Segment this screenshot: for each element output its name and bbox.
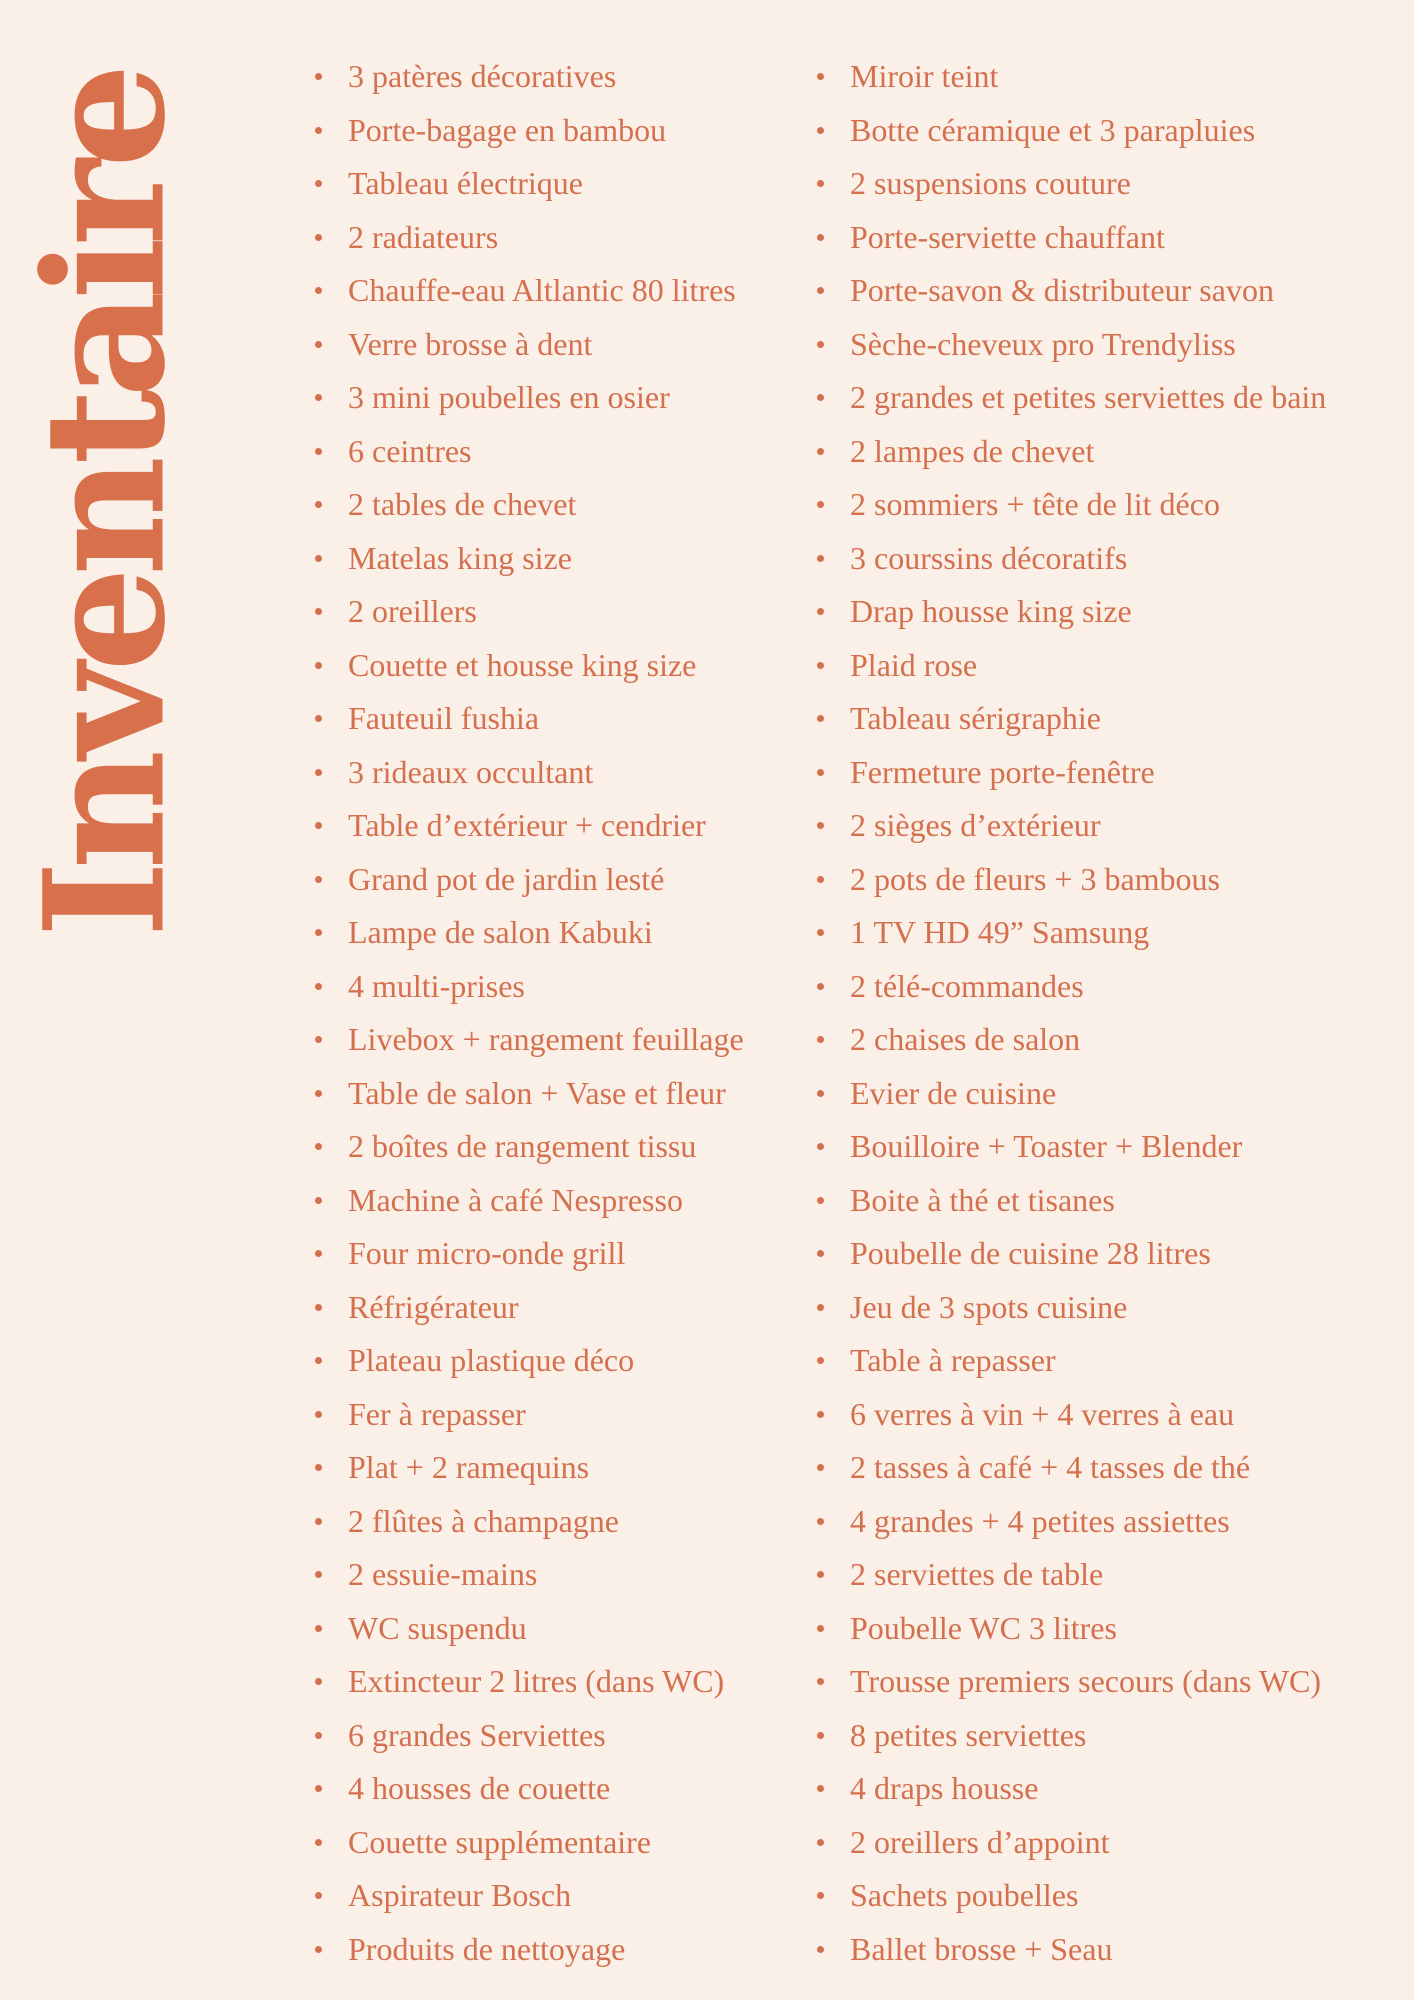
list-item [814, 1822, 1404, 1876]
list-item-label: Aspirateur Bosch [348, 1877, 572, 1913]
list-item [814, 752, 1404, 806]
list-item [312, 110, 812, 164]
list-item-label: 3 patères décoratives [348, 58, 617, 94]
bullet-icon [817, 73, 824, 80]
list-item-label: 2 boîtes de rangement tissu [348, 1128, 697, 1164]
list-item [312, 1929, 812, 1983]
bullet-icon [817, 1304, 824, 1311]
list-item-label: Table d’extérieur + cendrier [348, 807, 706, 843]
list-item [312, 645, 812, 699]
list-item [814, 484, 1404, 538]
bullet-icon [315, 1357, 322, 1364]
list-item [814, 805, 1404, 859]
list-item [814, 1929, 1404, 1983]
bullet-icon [315, 1518, 322, 1525]
list-item [312, 1340, 812, 1394]
list-item-label: Extincteur 2 litres (dans WC) [348, 1663, 725, 1699]
bullet-icon [817, 1839, 824, 1846]
bullet-icon [315, 501, 322, 508]
bullet-icon [315, 769, 322, 776]
list-item-label: Botte céramique et 3 parapluies [850, 111, 1256, 148]
list-item-label: Réfrigérateur [348, 1288, 519, 1325]
list-item-label: 4 draps housse [850, 1770, 1039, 1806]
bullet-icon [315, 1946, 322, 1953]
bullet-icon [315, 1732, 322, 1739]
list-item [814, 645, 1404, 699]
list-item [312, 1233, 812, 1287]
list-item [814, 217, 1404, 271]
inventory-list-left [312, 56, 812, 1982]
list-item [312, 1073, 812, 1127]
list-item [312, 698, 812, 752]
list-item-label: Trousse premiers secours (dans WC) [850, 1663, 1322, 1699]
bullet-icon [817, 234, 824, 241]
list-item [814, 431, 1404, 485]
list-item [312, 1875, 812, 1929]
list-item [814, 1394, 1404, 1448]
list-item-label: Plaid rose [850, 646, 978, 683]
list-item [814, 1180, 1404, 1234]
list-item-label: Lampe de salon Kabuki [348, 914, 653, 950]
list-item-label: 2 sommiers + tête de lit déco [850, 486, 1220, 522]
list-item [312, 591, 812, 645]
list-item [312, 1715, 812, 1769]
list-item [814, 377, 1404, 431]
list-item [312, 966, 812, 1020]
bullet-icon [315, 1785, 322, 1792]
bullet-icon [817, 1785, 824, 1792]
list-item-label: Table à repasser [850, 1342, 1056, 1378]
title-container [7, 72, 202, 938]
bullet-icon [817, 769, 824, 776]
bullet-icon [817, 127, 824, 134]
list-item [312, 1661, 812, 1715]
bullet-icon [817, 1036, 824, 1043]
bullet-icon [315, 341, 322, 348]
list-item-label: Table de salon + Vase et fleur [348, 1074, 726, 1111]
list-item-label: 6 verres à vin + 4 verres à eau [850, 1395, 1235, 1432]
bullet-icon [817, 180, 824, 187]
list-item [814, 698, 1404, 752]
bullet-icon [817, 1892, 824, 1899]
list-item [814, 1126, 1404, 1180]
list-item [312, 324, 812, 378]
bullet-icon [315, 234, 322, 241]
list-item [814, 1233, 1404, 1287]
list-item [814, 324, 1404, 378]
bullet-icon [817, 1357, 824, 1364]
list-item-label: 1 TV HD 49” Samsung [850, 914, 1150, 950]
list-item-label: 2 oreillers d’appoint [850, 1823, 1110, 1860]
bullet-icon [817, 929, 824, 936]
list-item [312, 805, 812, 859]
bullet-icon [817, 555, 824, 562]
list-item [312, 270, 812, 324]
bullet-icon [315, 555, 322, 562]
list-item [312, 1447, 812, 1501]
list-item-label: Livebox + rangement feuillage [348, 1021, 744, 1057]
list-item [814, 1768, 1404, 1822]
list-item [312, 1126, 812, 1180]
list-item [814, 859, 1404, 913]
bullet-icon [315, 608, 322, 615]
bullet-icon [315, 715, 322, 722]
list-item-label: Machine à café Nespresso [348, 1181, 683, 1218]
list-item [312, 1180, 812, 1234]
bullet-icon [817, 983, 824, 990]
bullet-icon [315, 1250, 322, 1257]
bullet-icon [817, 662, 824, 669]
bullet-icon [315, 1892, 322, 1899]
bullet-icon [817, 1518, 824, 1525]
bullet-icon [817, 715, 824, 722]
list-item-label: Fermeture porte-fenêtre [850, 753, 1155, 790]
list-item [312, 1822, 812, 1876]
bullet-icon [817, 1090, 824, 1097]
list-item [814, 591, 1404, 645]
bullet-icon [817, 876, 824, 883]
list-item [814, 912, 1404, 966]
list-item-label: Verre brosse à dent [348, 325, 593, 362]
list-item [312, 484, 812, 538]
bullet-icon [315, 73, 322, 80]
list-item-label: Sachets poubelles [850, 1877, 1079, 1913]
list-item-label: WC suspendu [348, 1609, 527, 1646]
list-item-label: Matelas king size [348, 539, 572, 576]
list-item-label: Fer à repasser [348, 1395, 526, 1432]
list-item [312, 217, 812, 271]
bullet-icon [817, 1946, 824, 1953]
list-item-label: Sèche-cheveux pro Trendyliss [850, 325, 1236, 362]
bullet-icon [817, 608, 824, 615]
bullet-icon [817, 1571, 824, 1578]
list-item-label: 2 pots de fleurs + 3 bambous [850, 860, 1220, 897]
list-item-label: Couette et housse king size [348, 646, 697, 683]
bullet-icon [315, 929, 322, 936]
list-item-label: 2 suspensions couture [850, 165, 1131, 201]
list-item-label: Miroir teint [850, 58, 999, 94]
list-item-label: 2 essuie-mains [348, 1556, 538, 1592]
list-item-label: Plateau plastique déco [348, 1342, 635, 1378]
list-item [312, 859, 812, 913]
list-item-label: Poubelle WC 3 litres [850, 1609, 1117, 1646]
list-item [814, 163, 1404, 217]
list-item [814, 966, 1404, 1020]
list-item [814, 1501, 1404, 1555]
list-item-label: Jeu de 3 spots cuisine [850, 1288, 1128, 1325]
bullet-icon [817, 1464, 824, 1471]
bullet-icon [315, 394, 322, 401]
bullet-icon [315, 1839, 322, 1846]
list-item-label: Fauteuil fushia [348, 700, 540, 736]
list-item-label: 2 tasses à café + 4 tasses de thé [850, 1449, 1251, 1485]
list-item-label: 3 rideaux occultant [348, 753, 594, 790]
list-item [312, 1019, 812, 1073]
bullet-icon [817, 1678, 824, 1685]
bullet-icon [315, 1625, 322, 1632]
bullet-icon [315, 1678, 322, 1685]
list-item [312, 163, 812, 217]
bullet-icon [315, 287, 322, 294]
bullet-icon [817, 287, 824, 294]
list-item [814, 1287, 1404, 1341]
list-item-label: Boite à thé et tisanes [850, 1181, 1115, 1218]
bullet-icon [315, 1571, 322, 1578]
list-item-label: 2 télé-commandes [850, 967, 1084, 1004]
bullet-icon [817, 1625, 824, 1632]
list-item-label: 4 multi-prises [348, 967, 525, 1004]
bullet-icon [817, 1143, 824, 1150]
list-item-label: Four micro-onde grill [348, 1235, 626, 1271]
list-item [814, 1073, 1404, 1127]
bullet-icon [817, 1732, 824, 1739]
list-item-label: 2 chaises de salon [850, 1021, 1081, 1057]
bullet-icon [817, 501, 824, 508]
list-item-label: Tableau sérigraphie [850, 700, 1101, 736]
list-item [814, 1019, 1404, 1073]
list-item-label: 4 grandes + 4 petites assiettes [850, 1502, 1230, 1539]
bullet-icon [817, 1411, 824, 1418]
list-item-label: 2 grandes et petites serviettes de bain [850, 379, 1327, 415]
list-item [312, 1768, 812, 1822]
list-item [312, 56, 812, 110]
bullet-icon [315, 983, 322, 990]
list-item-label: 3 mini poubelles en osier [348, 379, 670, 415]
list-item-label: 2 lampes de chevet [850, 432, 1095, 469]
list-item [814, 1340, 1404, 1394]
list-item-label: 8 petites serviettes [850, 1716, 1087, 1753]
bullet-icon [817, 822, 824, 829]
list-item [814, 56, 1404, 110]
page-title: Inventaire [7, 72, 202, 938]
bullet-icon [817, 341, 824, 348]
bullet-icon [817, 1250, 824, 1257]
list-item [814, 270, 1404, 324]
list-item-label: 2 serviettes de table [850, 1556, 1104, 1592]
list-item [814, 1447, 1404, 1501]
bullet-icon [817, 448, 824, 455]
list-item [312, 1554, 812, 1608]
inventory-list-right [814, 56, 1404, 1982]
bullet-icon [817, 394, 824, 401]
list-item [312, 377, 812, 431]
list-item-label: Produits de nettoyage [348, 1930, 626, 1967]
list-item-label: Porte-savon & distributeur savon [850, 272, 1274, 308]
list-item-label: 2 oreillers [348, 593, 477, 629]
list-item-label: 4 housses de couette [348, 1770, 611, 1806]
list-item [814, 1608, 1404, 1662]
list-item [312, 912, 812, 966]
list-item-label: Chauffe-eau Altlantic 80 litres [348, 272, 736, 308]
list-item-label: 3 courssins décoratifs [850, 539, 1128, 576]
bullet-icon [315, 1464, 322, 1471]
list-item-label: 2 flûtes à champagne [348, 1502, 619, 1539]
list-item-label: Drap housse king size [850, 593, 1132, 629]
list-item-label: Couette supplémentaire [348, 1823, 652, 1860]
bullet-icon [315, 127, 322, 134]
list-item [814, 1554, 1404, 1608]
bullet-icon [315, 1036, 322, 1043]
list-item-label: Grand pot de jardin lesté [348, 860, 665, 897]
list-item [312, 538, 812, 592]
bullet-icon [315, 876, 322, 883]
bullet-icon [817, 1197, 824, 1204]
bullet-icon [315, 180, 322, 187]
list-item [312, 431, 812, 485]
list-item [312, 1394, 812, 1448]
list-item-label: 2 radiateurs [348, 218, 499, 255]
list-item [312, 1287, 812, 1341]
bullet-icon [315, 1411, 322, 1418]
list-item-label: Plat + 2 ramequins [348, 1449, 590, 1485]
list-item-label: Porte-bagage en bambou [348, 111, 667, 148]
list-item-label: 2 tables de chevet [348, 486, 577, 522]
list-item-label: Ballet brosse + Seau [850, 1930, 1113, 1967]
list-item [814, 1875, 1404, 1929]
list-item [814, 1715, 1404, 1769]
bullet-icon [315, 1304, 322, 1311]
bullet-icon [315, 1090, 322, 1097]
list-item [814, 538, 1404, 592]
list-item-label: Porte-serviette chauffant [850, 218, 1165, 255]
bullet-icon [315, 1197, 322, 1204]
bullet-icon [315, 448, 322, 455]
list-item-label: Tableau électrique [348, 165, 583, 201]
bullet-icon [315, 822, 322, 829]
list-item-label: 6 ceintres [348, 432, 472, 469]
list-item-label: 2 sièges d’extérieur [850, 807, 1101, 843]
list-item-label: Evier de cuisine [850, 1074, 1057, 1111]
bullet-icon [315, 662, 322, 669]
list-item [312, 752, 812, 806]
list-item [814, 1661, 1404, 1715]
list-item [312, 1501, 812, 1555]
list-item-label: Poubelle de cuisine 28 litres [850, 1235, 1211, 1271]
list-item [312, 1608, 812, 1662]
bullet-icon [315, 1143, 322, 1150]
list-item-label: Bouilloire + Toaster + Blender [850, 1128, 1243, 1164]
list-item-label: 6 grandes Serviettes [348, 1716, 606, 1753]
list-item [814, 110, 1404, 164]
